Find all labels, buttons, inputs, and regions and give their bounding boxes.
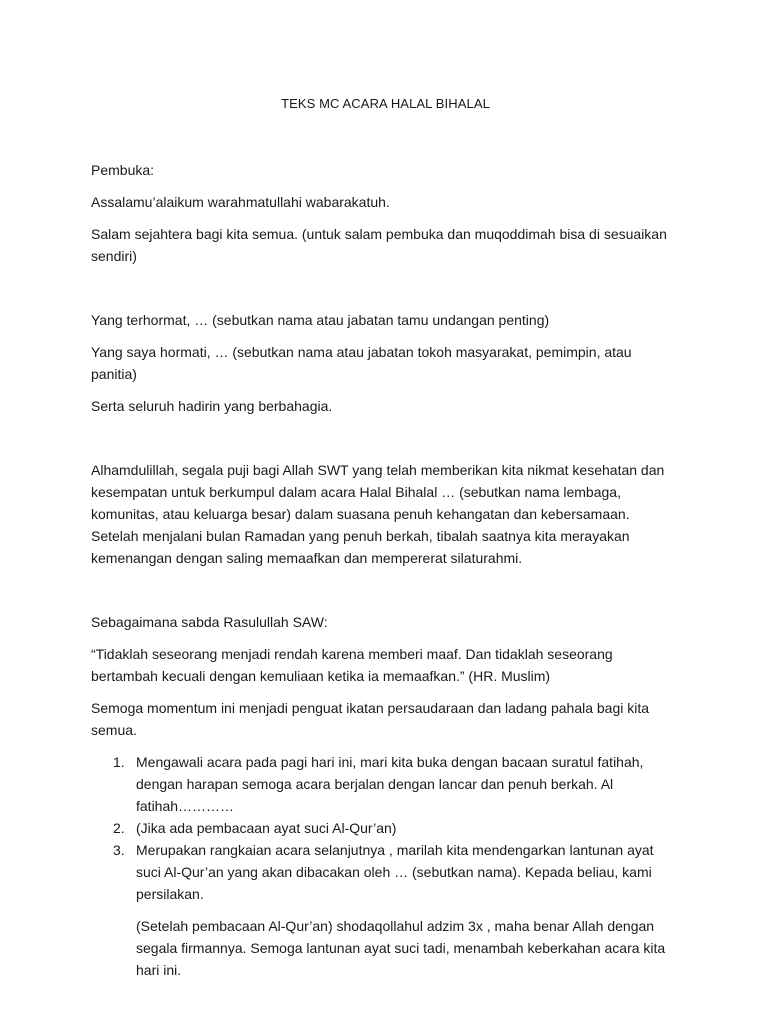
greeting-paragraph: Assalamu’alaikum warahmatullahi wabarakatuh.: [91, 194, 390, 210]
honor-paragraph-3: Serta seluruh hadirin yang berbahagia.: [91, 398, 333, 414]
section-label: Pembuka:: [91, 162, 155, 178]
alhamdulillah-paragraph: Alhamdulillah, segala puji bagi Allah SWT yang telah memberikan kita nikmat kesehatan dan kesempatan untuk berkumpul dalam acara Halal Bihalal … (sebutkan nama lembaga, komunitas, atau keluarga besar) dalam suasana penuh kehangatan dan kebersamaan. Setelah menjalani bulan Ramadan yang penuh berkah, tibalah saatnya kita merayakan kemenangan dengan saling memaafkan dan mempererat silaturahmi.: [91, 462, 665, 566]
list-item-number: 2.: [113, 820, 125, 836]
list-followup-paragraph: (Setelah pembacaan Al-Qur’an) shodaqollahul adzim 3x , maha benar Allah dengan segala firmannya. Semoga lantunan ayat suci tadi, menambah keberkahan acara kita hari ini.: [136, 918, 666, 978]
hadith-quote: “Tidaklah seseorang menjadi rendah karena memberi maaf. Dan tidaklah seseorang bertambah kecuali dengan kemuliaan ketika ia memaafkan.” (HR. Muslim): [91, 646, 613, 684]
agenda-list: [91, 751, 680, 981]
sabda-intro-paragraph: Sebagaimana sabda Rasulullah SAW:: [91, 614, 328, 630]
list-item-text: Mengawali acara pada pagi hari ini, mari kita buka dengan bacaan suratul fatihah, dengan harapan semoga acara berjalan dengan lancar dan penuh berkah. Al fatihah…………: [136, 754, 644, 814]
list-item-text: (Jika ada pembacaan ayat suci Al-Qur’an): [136, 820, 397, 836]
salam-paragraph: Salam sejahtera bagi kita semua. (untuk salam pembuka dan muqoddimah bisa di sesuaikan sendiri): [91, 226, 667, 264]
list-item: [113, 751, 680, 817]
list-item: [113, 817, 680, 839]
document-title: TEKS MC ACARA HALAL BIHALAL: [281, 96, 490, 111]
semoga-paragraph: Semoga momentum ini menjadi penguat ikatan persaudaraan dan ladang pahala bagi kita semua.: [91, 700, 650, 738]
list-item-text: Merupakan rangkaian acara selanjutnya , marilah kita mendengarkan lantunan ayat suci Al-Qur’an yang akan dibacakan oleh … (sebutkan nama). Kepada beliau, kami persilakan.: [136, 842, 654, 902]
honor-paragraph-2: Yang saya hormati, … (sebutkan nama atau jabatan tokoh masyarakat, pemimpin, atau panitia): [91, 344, 632, 382]
list-item-number: 1.: [113, 754, 125, 770]
list-item-number: 3.: [113, 842, 125, 858]
honor-paragraph-1: Yang terhormat, … (sebutkan nama atau jabatan tamu undangan penting): [91, 312, 550, 328]
list-item: [113, 839, 680, 981]
